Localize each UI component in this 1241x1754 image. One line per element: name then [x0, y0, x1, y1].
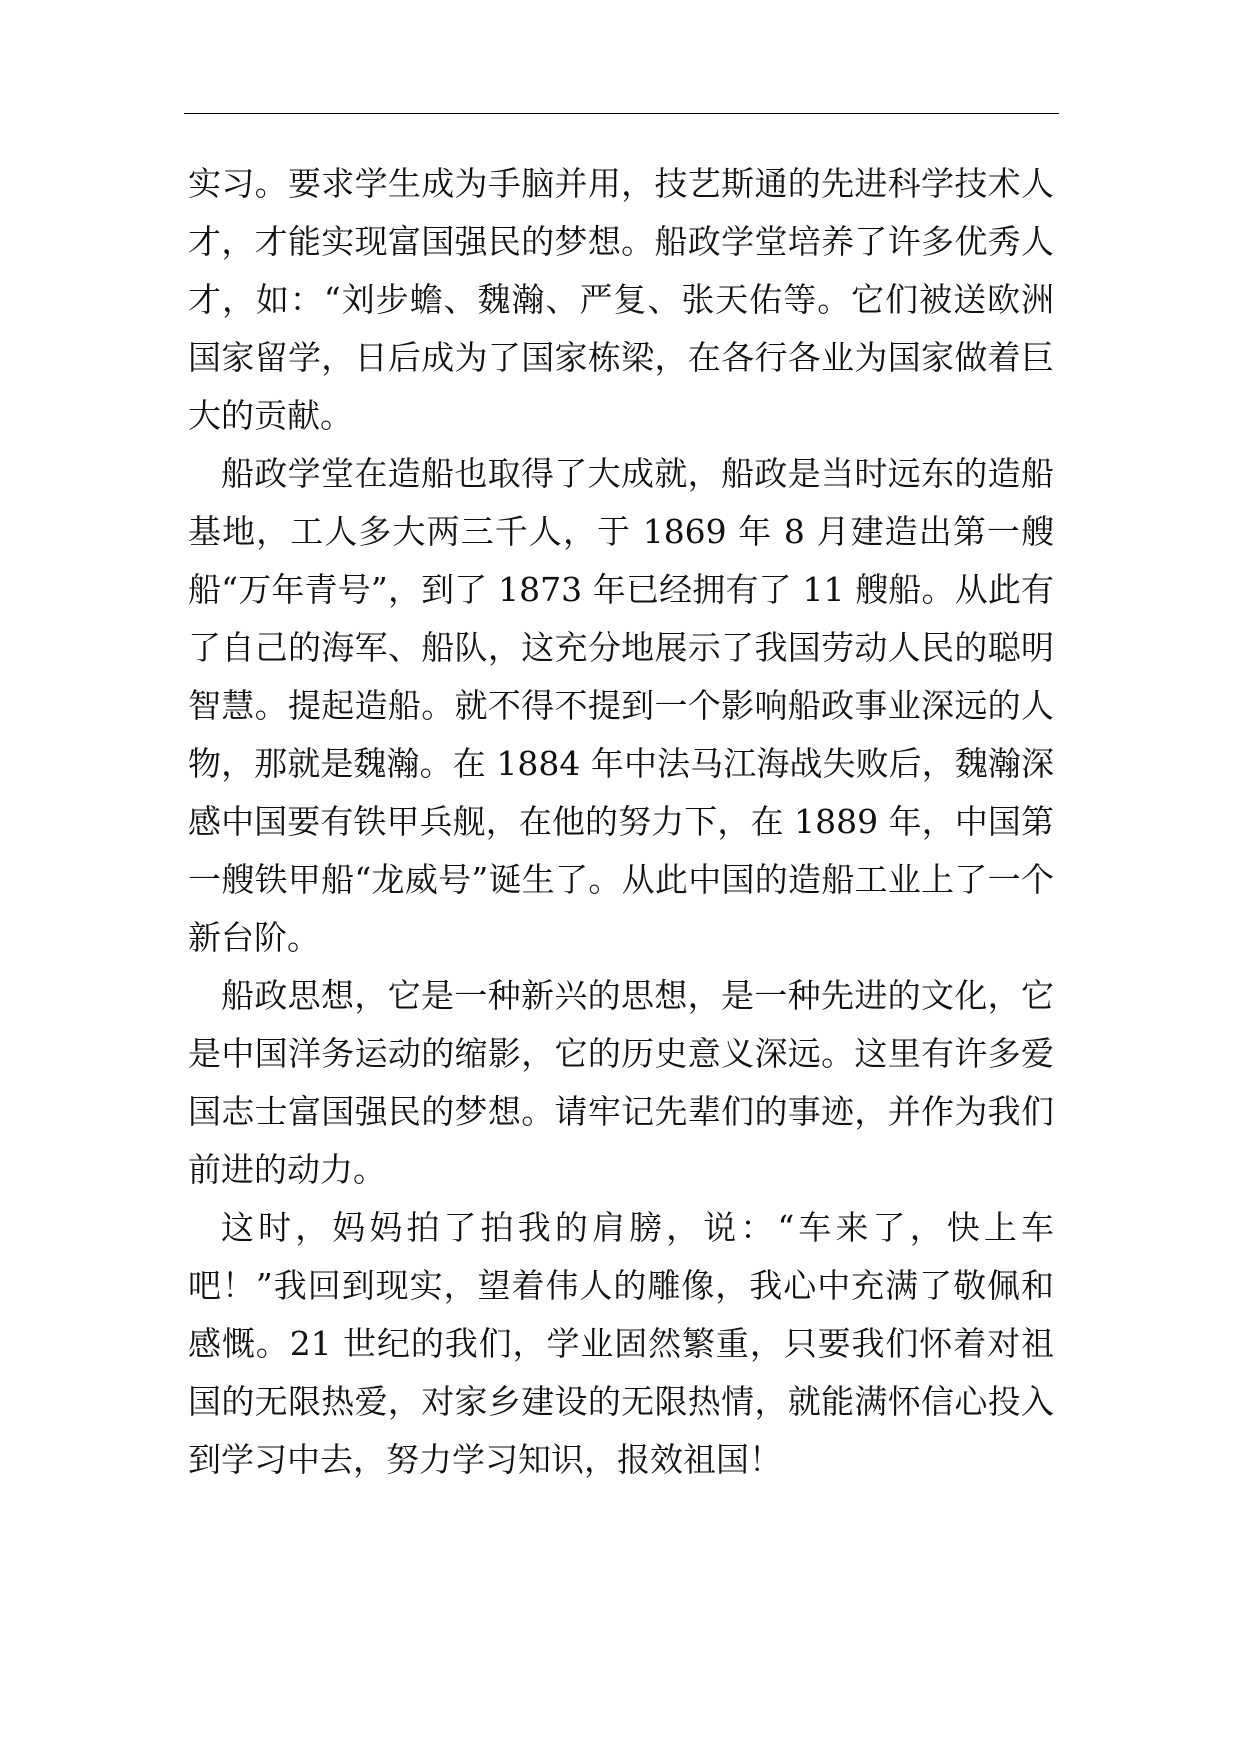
paragraph-3: 船政思想，它是一种新兴的思想，是一种先进的文化，它是中国洋务运动的缩影，它的历史意义深远。这里有许多爱国志士富国强民的梦想。请牢记先辈们的事迹，并作为我们前进的动力。 [188, 976, 1054, 1189]
paragraph-2: 船政学堂在造船也取得了大成就，船政是当时远东的造船基地，工人多大两三千人，于 1869 年 8 月建造出第一艘船“万年青号”，到了 1873 年已经拥有了 11 艘船。从此有了自己的海军、船队，这充分地展示了我国劳动人民的聪明智慧。提起造船。就不得不提到一个影响船政事业深远的人物，那就是魏瀚。在 1884 年中法马江海战失败后，魏瀚深感中国要有铁甲兵舰，在他的努力下，在 1889 年，中国第一艘铁甲船“龙威号”诞生了。从此中国的造船工业上了一个新台阶。 [188, 454, 1054, 957]
paragraph-1: 实习。要求学生成为手脑并用，技艺斯通的先进科学技术人才，才能实现富国强民的梦想。船政学堂培养了许多优秀人才，如：“刘步蟾、魏瀚、严复、张天佑等。它们被送欧洲国家留学，日后成为了国家栋梁，在各行各业为国家做着巨大的贡献。 [188, 164, 1054, 435]
paragraph-4: 这时，妈妈拍了拍我的肩膀，说：“车来了，快上车吧！”我回到现实，望着伟人的雕像，我心中充满了敬佩和感慨。21 世纪的我们，学业固然繁重，只要我们怀着对祖国的无限热爱，对家乡建设的无限热情，就能满怀信心投入到学习中去，努力学习知识，报效祖国！ [188, 1208, 1054, 1479]
document-body [188, 155, 1054, 1489]
header-rule [184, 113, 1059, 114]
